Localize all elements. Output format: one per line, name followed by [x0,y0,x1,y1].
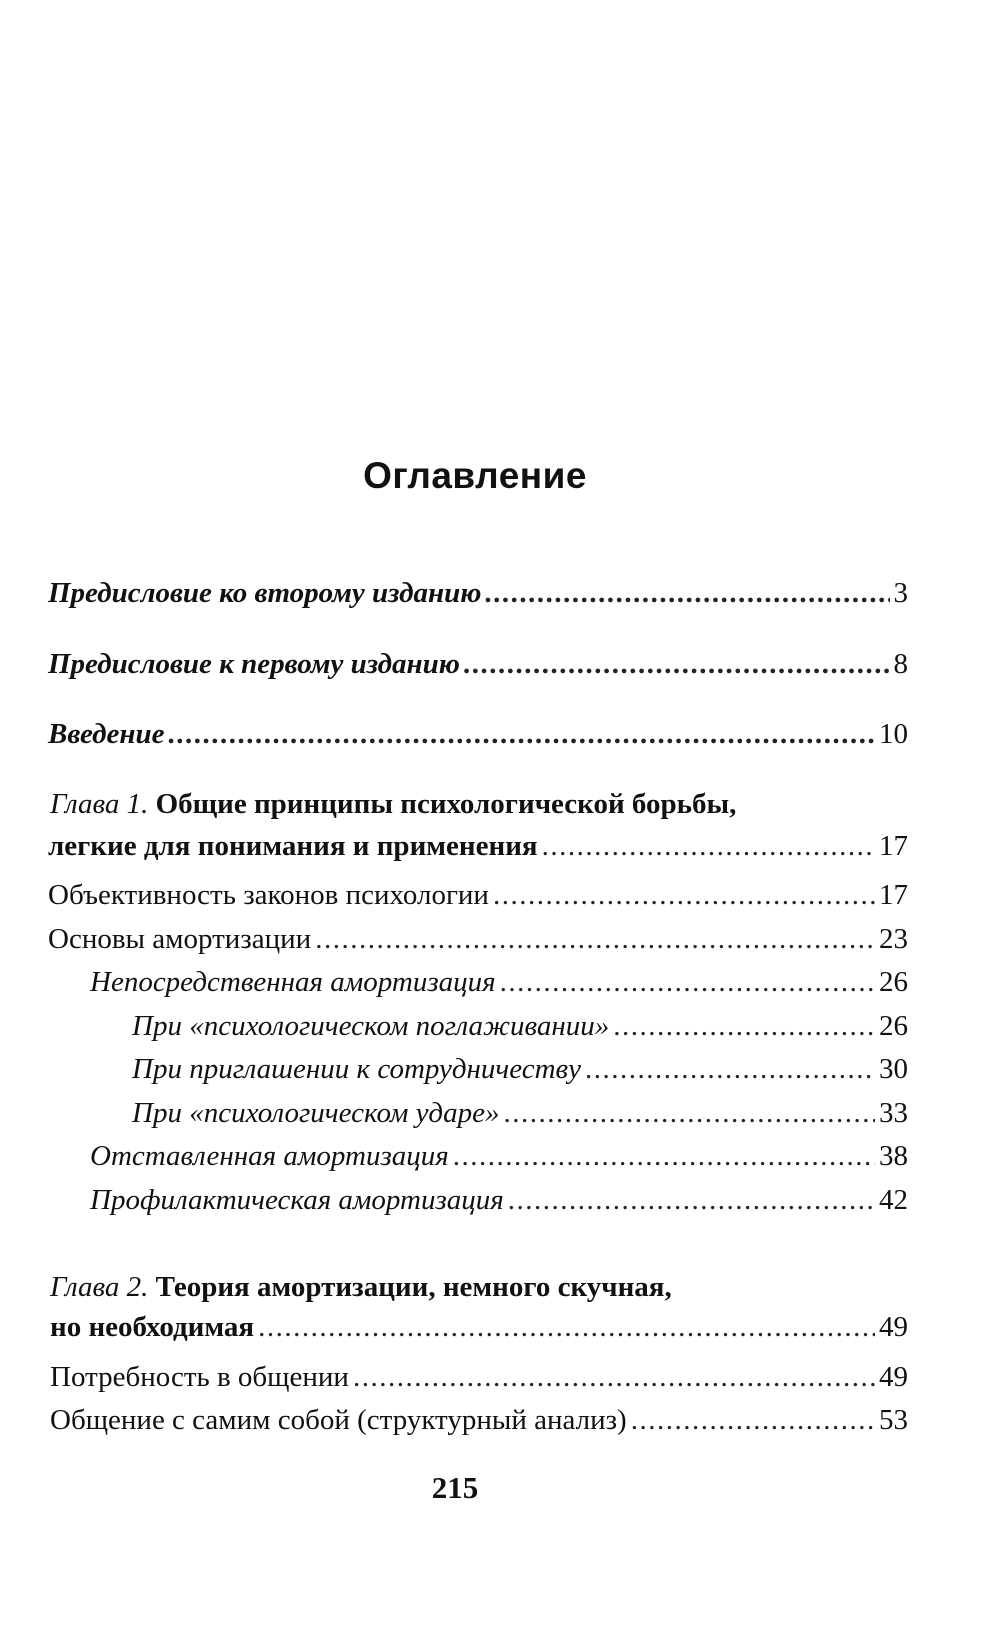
toc-entry[interactable] [132,1008,908,1044]
dot-leader [464,646,890,682]
toc-entry-page: 10 [879,718,908,750]
dot-leader [613,1008,875,1044]
toc-entry-page: 38 [879,1140,908,1172]
toc-entry-page: 33 [879,1097,908,1129]
toc-entry-title: Профилактическая амортизация [90,1184,504,1216]
toc-entry-page: 49 [879,1361,908,1393]
toc-entry-page: 49 [879,1311,908,1343]
chapter-label: Глава 2. [50,1271,149,1303]
dot-leader [485,575,889,611]
toc-entry[interactable] [48,575,908,611]
toc-entry-title: Основы амортизации [48,923,312,955]
dot-leader [353,1359,875,1395]
toc-entry-title: При «психологическом ударе» [132,1097,500,1129]
chapter-heading-line[interactable] [48,828,908,864]
page-number: 215 [431,1470,479,1505]
toc-entry-title: Предисловие к первому изданию [48,648,460,680]
toc-entry-title: Непосредственная амортизация [90,966,496,998]
toc-entry[interactable] [48,716,908,752]
dot-leader [493,877,875,913]
toc-entry-title: Общение с самим собой (структурный анализ) [50,1404,627,1436]
dot-leader [258,1309,875,1345]
dot-leader [542,828,875,864]
dot-leader [585,1051,875,1087]
chapter-title: Общие принципы психологической борьбы, [155,788,737,820]
toc-entry[interactable] [90,1138,908,1174]
toc-entry-page: 3 [893,577,908,609]
toc-entry-title: Потребность в общении [50,1361,349,1393]
toc-entry-title: Предисловие ко второму изданию [48,577,482,609]
chapter-label: Глава 1. [50,788,149,820]
toc-entry-page: 26 [879,1010,908,1042]
toc-entry-page: 26 [879,966,908,998]
toc-entry-page: 17 [879,879,908,911]
dot-leader [500,964,875,1000]
chapter-heading-line[interactable] [50,1269,908,1305]
toc-entry-page: 30 [879,1053,908,1085]
chapter-title-continued: легкие для понимания и применения [48,830,538,862]
chapter-heading-line[interactable] [50,1309,908,1345]
dot-leader [503,1095,875,1131]
dot-leader [453,1138,875,1174]
toc-entry[interactable] [50,1402,908,1438]
toc-entry[interactable] [50,1359,908,1395]
toc-entry[interactable] [48,877,908,913]
toc-entry[interactable] [90,964,908,1000]
toc-entry-page: 42 [879,1184,908,1216]
toc-entry-page: 23 [879,923,908,955]
chapter-title-continued: но необходимая [50,1311,255,1343]
toc-entry-title: Отставленная амортизация [90,1140,449,1172]
toc-entry-page: 17 [879,830,908,862]
toc-entry-page: 53 [879,1404,908,1436]
toc-entry[interactable] [48,646,908,682]
toc-entry[interactable] [132,1051,908,1087]
toc-entry-title: Объективность законов психологии [48,879,489,911]
dot-leader [508,1182,875,1218]
chapter-heading-line[interactable] [50,786,908,822]
chapter-title: Теория амортизации, немного скучная, [155,1271,672,1303]
dot-leader [315,921,875,957]
dot-leader [168,716,875,752]
page-title: Оглавление [363,455,587,496]
toc-entry-page: 8 [893,648,908,680]
toc-entry-title: Введение [48,718,165,750]
toc-entry[interactable] [90,1182,908,1218]
toc-entry-title: При приглашении к сотрудничеству [132,1053,581,1085]
toc-entry[interactable] [132,1095,908,1131]
toc-entry-title: При «психологическом поглаживании» [132,1010,610,1042]
dot-leader [631,1402,875,1438]
toc-entry[interactable] [48,921,908,957]
